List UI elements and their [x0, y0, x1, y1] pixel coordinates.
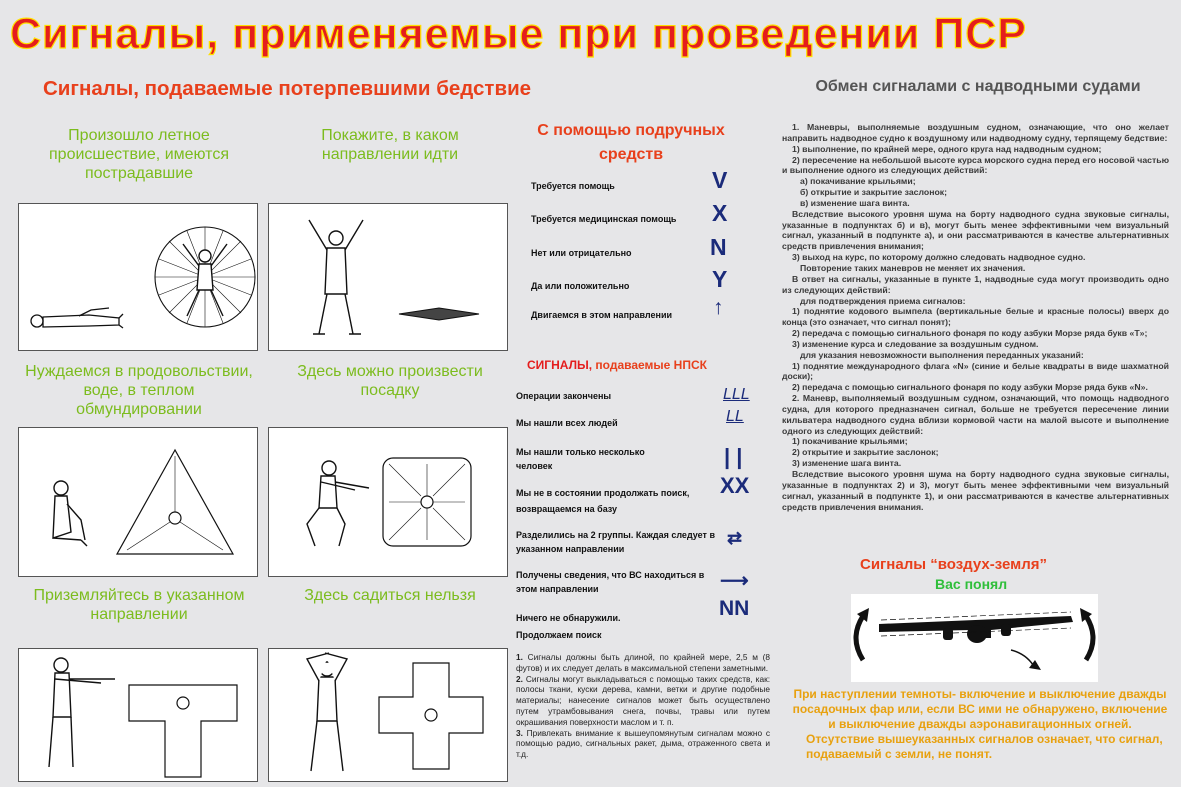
- ships-para: 3) выход на курс, по которому должно следовать надводное судно.: [792, 252, 1086, 263]
- panel-direction-image: [268, 203, 508, 351]
- ships-para: 3) изменение шага винта.: [792, 458, 902, 469]
- triangle-panel-icon: [117, 450, 233, 554]
- note-3: 3. Привлекать внимание к вышеупомянутым сигналам можно с помощью радио, сигнальных ракет, дыма, отраженного света и т.д.: [516, 727, 770, 760]
- air-ground-heading: Сигналы “воздух-земля”: [860, 556, 1048, 573]
- page-title: Сигналы, применяемые при проведении ПСР: [10, 10, 1027, 58]
- npsk-label-found-all: Мы нашли всех людей: [516, 418, 618, 428]
- panel-land-direction-image: [18, 648, 258, 782]
- signal-label-yes: Да или положительно: [531, 281, 630, 291]
- right-curved-arrow-icon: [1086, 616, 1093, 660]
- ships-para: 1. Маневры, выполняемые воздушным судном, означающие, что оно желает направить надводное судно к воздушному или надводному судну, терпящему бедствие:: [782, 122, 1169, 143]
- note-2: 2. Сигналы могут выкладываться с помощью таких средств, как: полосы ткани, куски дерева, камни, ветки и другие подобные материалы; нанесение сигналов может быть осуществлено путем утрамбовывания снега, почвы, травы или путем окрашивания поверхности маслом и т. п.: [516, 673, 771, 727]
- npsk-label-returning: Мы не в состоянии продолжать поиск, возвращаемся на базу: [516, 488, 690, 514]
- npsk-heading-rest: подаваемые НПСК: [592, 358, 707, 372]
- ships-para: 1) поднятие кодового вымпела (вертикальные белые и красные полосы) вверх до конца (это означает, что сигнал понят);: [782, 306, 1169, 328]
- night-signals-text: [790, 687, 1170, 762]
- npsk-label-aircraft-direction: Получены сведения, что ВС находиться в этом направлении: [516, 570, 705, 594]
- glyph-n: N: [710, 234, 727, 260]
- caption-show-direction: Покажите, в каком направлении идти: [321, 127, 459, 163]
- left-heading: Сигналы, подаваемые потерпевшими бедствие: [43, 77, 532, 100]
- glyph-arrow-right: ⟶: [720, 570, 749, 592]
- sitting-person-icon: [53, 481, 87, 546]
- signal-label-medical: Требуется медицинская помощь: [531, 214, 677, 224]
- glyph-two-bars: | |: [724, 444, 743, 469]
- ships-para: 1) поднятие международного флага «N» (синие и белые квадраты в виде шахматной доски);: [782, 360, 1169, 382]
- square-panel-icon: [383, 458, 471, 546]
- caption-can-land: Здесь можно произвести посадку: [297, 363, 483, 399]
- ships-heading: Обмен сигналами с надводными судами: [815, 78, 1141, 95]
- ships-para: 2) передача с помощью сигнального фонаря по коду азбуки Морзе ряда букв «Т»;: [792, 328, 1148, 339]
- glyph-x: X: [712, 200, 728, 226]
- cross-panel-icon: [379, 663, 483, 769]
- note-1: 1. Сигналы должны быть длиной, по крайней мере, 2,5 м (8 футов) и их следует делать в максимальной степени заметными.: [516, 652, 770, 673]
- improvised-heading: С помощью подручных средств: [537, 122, 725, 163]
- ships-para: 1) выполнение, по крайней мере, одного круга над надводным судном;: [792, 143, 1102, 154]
- ships-para: 2) открытие и закрытие заслонок;: [792, 447, 939, 458]
- caption-accident: Произошло летное происшествие, имеются пострадавшие: [49, 127, 229, 182]
- ships-para: 2) передача с помощью сигнального фонаря по коду азбуки Морзе ряда букв «N».: [792, 382, 1148, 393]
- t-shape-panel-icon: [129, 685, 237, 777]
- caption-no-landing: Здесь садиться нельзя: [304, 587, 476, 604]
- ships-para: 2) пересечение на небольшой высоте курса морского судна перед его носовой частью и выполнение одного из следующих действий:: [782, 154, 1169, 176]
- pointing-person-icon: [49, 658, 115, 767]
- notes-block: [516, 652, 770, 760]
- signal-label-help: Требуется помощь: [531, 181, 615, 191]
- glyph-xx: XX: [720, 473, 750, 498]
- ships-para: 1) покачивание крыльями;: [792, 436, 908, 447]
- ships-para: б) открытие и закрытие заслонок;: [800, 187, 948, 198]
- aircraft-signal-image: [851, 594, 1098, 682]
- panel-no-landing-image: [268, 648, 508, 782]
- ships-para: Повторение таких маневров не меняет их значения.: [800, 262, 1026, 273]
- ships-para: Вследствие высокого уровня шума на борту надводного судна звуковые сигналы, указанные в подпунктах 2) и 3), могут быть менее эффективными чем визуальный сигнал, указанный в подпункте 1), и они рассматриваются в качестве альтернативных средств привлечения внимания.: [782, 469, 1169, 512]
- npsk-label-split: Разделились на 2 группы. Каждая следует в указанном направлении: [516, 530, 715, 554]
- ships-para: в) изменение шага винта.: [800, 197, 910, 208]
- ships-para: а) покачивание крыльями;: [800, 176, 916, 187]
- npsk-heading: [527, 358, 707, 372]
- panel-landing-image: [268, 427, 508, 577]
- npsk-heading-red: СИГНАЛЫ,: [527, 358, 593, 372]
- npsk-label-found-some: Мы нашли только несколько человек: [516, 447, 645, 471]
- diamond-panel-icon: [399, 308, 479, 320]
- npsk-label-finished: Операции закончены: [516, 391, 612, 401]
- signal-label-direction: Двигаемся в этом направлении: [531, 310, 673, 320]
- npsk-label-nothing-found: Ничего не обнаружили. Продолжаем поиск: [516, 613, 621, 640]
- glyph-v: V: [712, 167, 728, 193]
- ships-para: Вследствие высокого уровня шума на борту надводного судна звуковые сигналы, указанные в подпунктах б) и в), могут быть менее эффективными чем визуальный сигнал, указанный в подпункте а), и они рассматриваются в качестве альтернативных средств привлечения внимания;: [782, 208, 1169, 252]
- glyph-ll: LL: [726, 408, 744, 425]
- ships-para: 3) изменение курса и следование за воздушным судном.: [792, 338, 1039, 349]
- night-signal-1: При наступлении темноты- включение и выключение дважды посадочных фар или, если ВС ими не обнаружено, включение и выключение дважды аэронавигационных огней.: [792, 687, 1168, 731]
- lying-person-icon: [31, 308, 123, 328]
- glyph-y: Y: [712, 266, 728, 292]
- caption-need-supplies: Нуждаемся в продовольствии, воде, в теплом обмундировании: [25, 363, 253, 418]
- glyph-split-arrows: ⇄: [727, 528, 743, 548]
- glyph-lll: LLL: [723, 386, 750, 403]
- panel-accident-image: [18, 203, 258, 351]
- glyph-nn: NN: [719, 597, 750, 620]
- caption-land-direction: Приземляйтесь в указанном направлении: [33, 587, 245, 623]
- squatting-person-icon: [307, 461, 369, 546]
- ships-text: [782, 122, 1169, 512]
- ships-para: для подтверждения приема сигналов:: [800, 295, 966, 306]
- standing-arms-up-person-icon: [309, 220, 363, 334]
- glyph-arrow-up: ↑: [713, 296, 724, 319]
- panel-supplies-image: [18, 427, 258, 577]
- ships-para: 2. Маневр, выполняемый воздушным судном, означающий, что помощь надводного судна, для которого предназначен сигнал, больше не требуется пересечение линии кильватера надводного судна вблизи кормовой части на малой высоте и выполнение одного из следующих действий:: [782, 393, 1169, 436]
- left-curved-arrow-icon: [856, 616, 863, 660]
- ships-para: для указания невозможности выполнения переданных указаний:: [800, 349, 1084, 360]
- aircraft-icon: [879, 616, 1073, 643]
- ships-para: В ответ на сигналы, указанные в пункте 1, надводные суда могут производить одно из следующих действий:: [782, 273, 1169, 295]
- signal-label-no: Нет или отрицательно: [531, 248, 632, 258]
- understood-label: Вас понял: [935, 576, 1008, 592]
- night-signal-2: Отсутствие вышеуказанных сигналов означает, что сигнал, подаваемый с земли, не понят.: [806, 732, 1163, 761]
- crossed-arms-person-icon: [307, 653, 347, 771]
